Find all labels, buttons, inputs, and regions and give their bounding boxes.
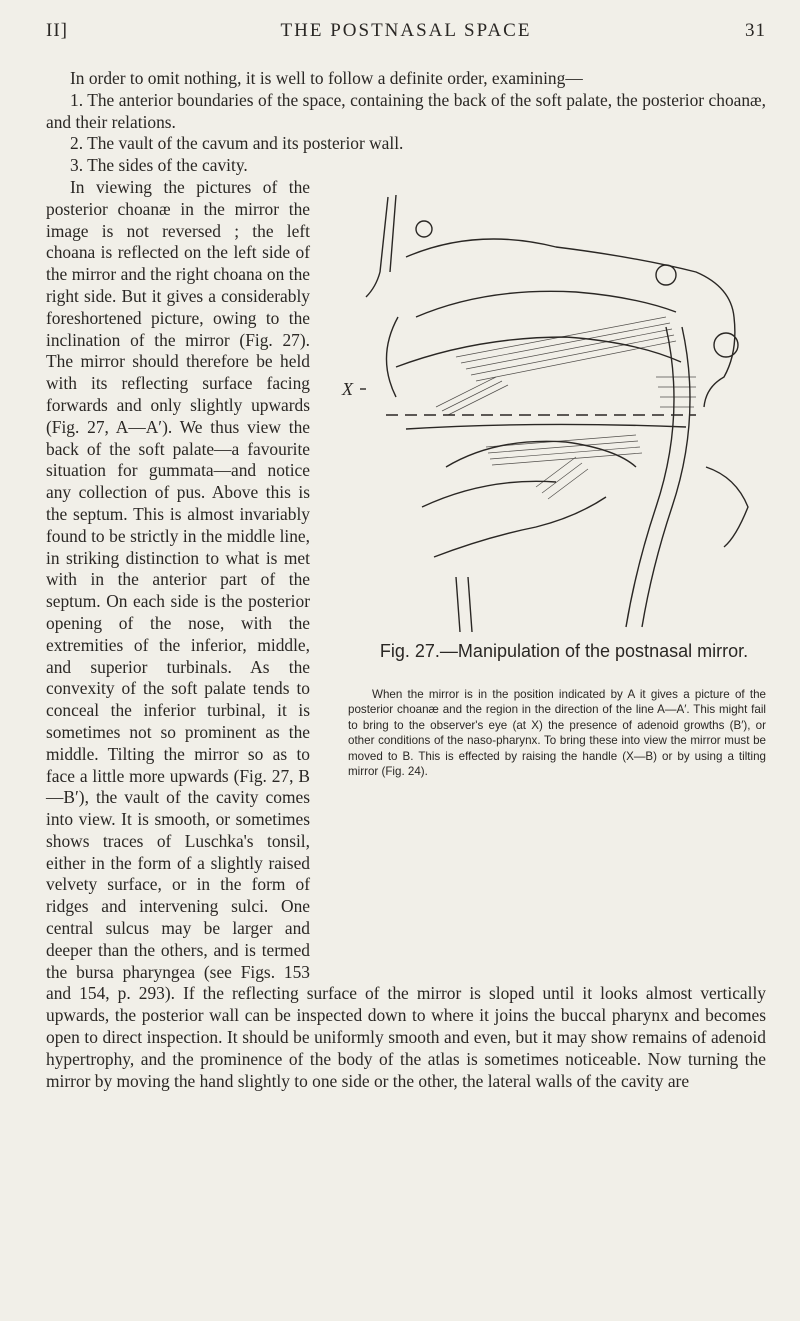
figure-27 bbox=[318, 177, 766, 975]
anatomical-illustration bbox=[336, 177, 766, 635]
list-item: 1. The anterior boundaries of the space, containing the back of the soft palate, the posterior choanæ, and their relations. bbox=[46, 89, 766, 132]
figure-caption: When the mirror is in the position indicated by A it gives a picture of the posterior choanæ and the region in the direction of the line A—A′. This might fail to bring to the observer's eye (at X) the presence of adenoid growths (B′), or other conditions of the naso-pharynx. To bring these into view the mirror must be moved to B. This is effected by raising the handle (X—B) or by using a tilting mirror (Fig. 24). bbox=[348, 687, 766, 779]
main-paragraph bbox=[46, 177, 766, 1092]
running-header bbox=[46, 20, 766, 46]
list-item: 3. The sides of the cavity. bbox=[70, 155, 248, 176]
page-number: 31 bbox=[745, 20, 766, 41]
paragraph-text: In viewing the pictures of the posterior choanæ in the mirror the image is not reversed ; the left choana is reflected on the left side of the mirror and the right choana on the right side. But it gives a considerably foreshortened picture, owing to the inclination of the mirror (Fig. 27). The mirror should therefore be held with its reflecting surface facing forwards and only slightly upwards (Fig. 27, A—A′). We thus view the back of the soft palate—a favourite situation for gummata—and notice any collection of pus. Above this is the septum. This is almost invariably found to be strictly in the middle line, in striking distinction to what is met with in the anterior part of the septum. On each side is the posterior opening of the nose, with the extremities of the inferior, middle, and superior turbinals. As the convexity of the soft palate tends to conceal the inferior turbinal, it is sometimes not so prominent as the middle. Tilting the mirror so as to face a little more upwards (Fig. 27, B—B′), the vault of the cavity comes into view. It is smooth, or sometimes shows traces of Luschka's tonsil, either in the form of a slightly raised velvety surface, or in the form of ridges and intervening sulci. One central sulcus may be larger and deeper than the others, and is termed the bursa pharyngea (see Figs. 153 and 154, p. 293). If the reflecting surface of the mirror is sloped until it looks almost vertically upwards, the posterior wall can be inspected down to where it joins the buccal pharynx and becomes open to direct inspection. It should be uniformly smooth and even, but it may show remains of adenoid hypertrophy, and the prominence of the body of the atlas is sometimes noticeable. Now turning the mirror by moving the hand slightly to one side or the other, the lateral walls of the cavity are bbox=[46, 176, 766, 1091]
text-body bbox=[46, 68, 766, 1092]
list-item: 2. The vault of the cavum and its posterior wall. bbox=[70, 133, 404, 154]
chapter-number: II] bbox=[46, 20, 68, 41]
figure-label-x: X bbox=[342, 378, 353, 399]
running-title: THE POSTNASAL SPACE bbox=[280, 20, 532, 41]
intro-paragraph: In order to omit nothing, it is well to follow a definite order, examining— bbox=[70, 68, 583, 88]
figure-title: Fig. 27.—Manipulation of the postnasal mirror. bbox=[379, 640, 749, 661]
